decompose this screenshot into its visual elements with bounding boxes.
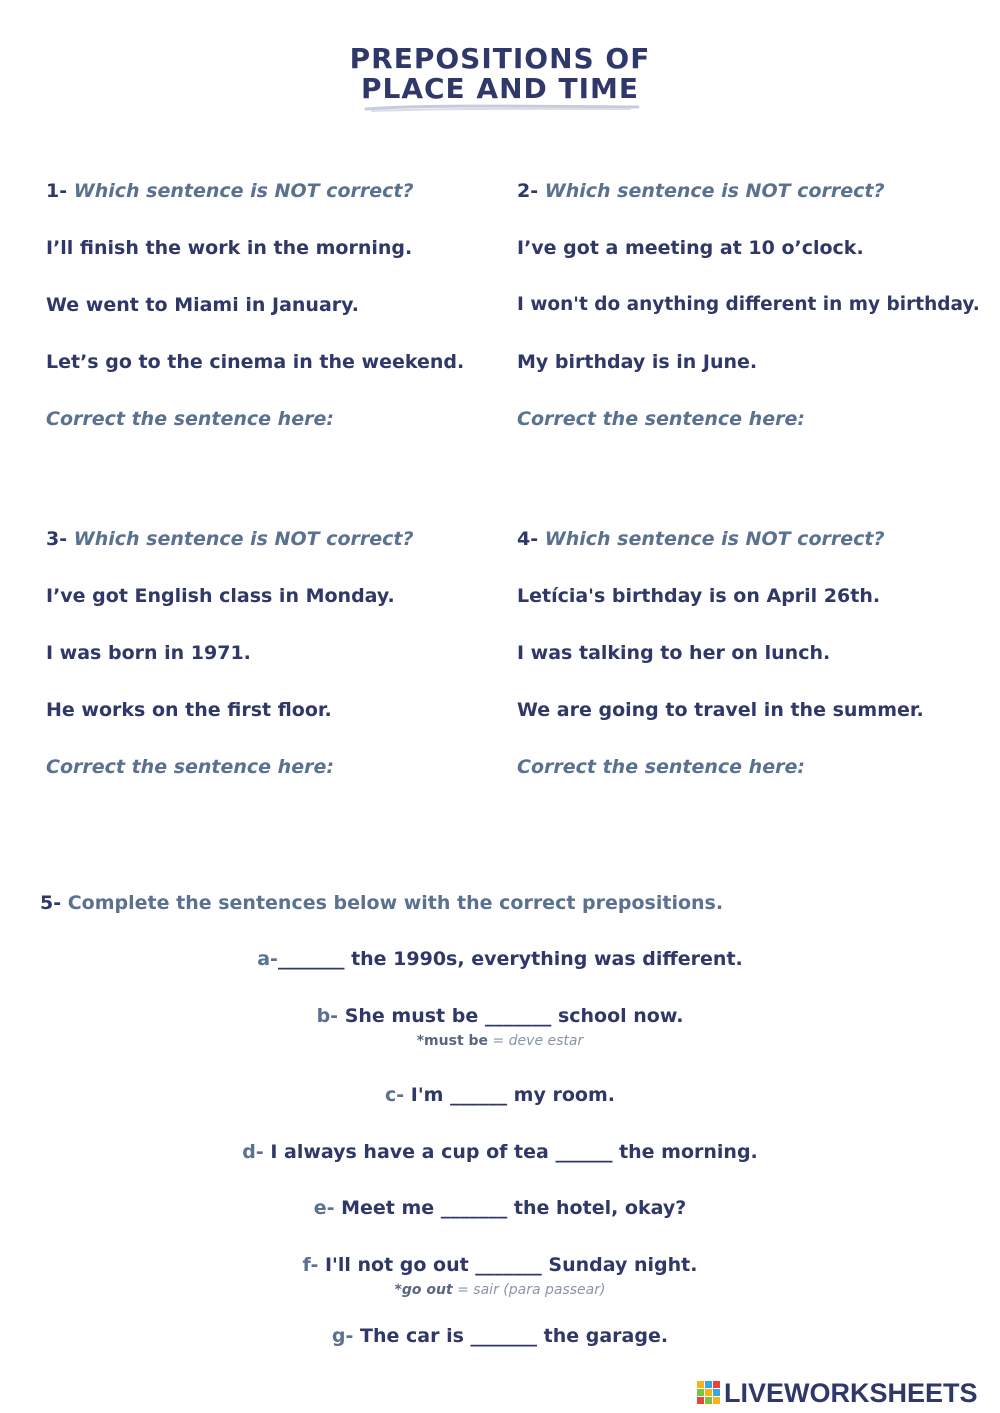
ex5-item-b[interactable] bbox=[0, 1005, 1000, 1027]
item-letter: b- bbox=[316, 1005, 339, 1027]
question-prompt: Which sentence is NOT correct? bbox=[544, 528, 885, 550]
ex5-item-d[interactable] bbox=[0, 1141, 1000, 1163]
ex5-note-b bbox=[0, 1033, 1000, 1049]
ex5-item-f[interactable] bbox=[0, 1254, 1000, 1276]
page-title bbox=[0, 44, 1000, 104]
q2-option-3[interactable]: My birthday is in June. bbox=[517, 351, 758, 373]
note-term: *go out bbox=[394, 1282, 453, 1298]
item-letter: c- bbox=[385, 1084, 405, 1106]
question-4-heading bbox=[517, 528, 885, 550]
exercise-5-heading bbox=[40, 892, 723, 914]
item-text: Meet me _______ the hotel, okay? bbox=[334, 1197, 687, 1219]
q1-option-2[interactable]: We went to Miami in January. bbox=[46, 294, 360, 316]
liveworksheets-logo-icon bbox=[697, 1381, 721, 1405]
q3-option-3[interactable]: He works on the first floor. bbox=[46, 699, 332, 721]
q4-correct-label: Correct the sentence here: bbox=[517, 756, 805, 778]
question-2-heading bbox=[517, 180, 885, 202]
item-text: I always have a cup of tea ______ the morning. bbox=[263, 1141, 758, 1163]
question-3-heading bbox=[46, 528, 414, 550]
liveworksheets-logo[interactable] bbox=[697, 1378, 978, 1408]
item-letter: d- bbox=[242, 1141, 264, 1163]
ex5-item-e[interactable] bbox=[0, 1197, 1000, 1219]
q3-option-2[interactable]: I was born in 1971. bbox=[46, 642, 251, 664]
logo-text: LIVEWORKSHEETS bbox=[724, 1377, 978, 1408]
question-number: 2- bbox=[517, 180, 539, 202]
item-letter: g- bbox=[331, 1325, 354, 1347]
q2-option-2[interactable]: I won't do anything different in my birthday. bbox=[517, 294, 980, 315]
item-text: I'm ______ my room. bbox=[404, 1084, 615, 1106]
item-letter: e- bbox=[313, 1197, 335, 1219]
question-prompt: Which sentence is NOT correct? bbox=[73, 180, 414, 202]
question-number: 3- bbox=[46, 528, 68, 550]
q4-option-3[interactable]: We are going to travel in the summer. bbox=[517, 699, 924, 721]
note-term: *must be bbox=[416, 1033, 489, 1049]
q2-option-1[interactable]: I’ve got a meeting at 10 o’clock. bbox=[517, 237, 864, 259]
item-text: The car is _______ the garage. bbox=[353, 1325, 669, 1347]
ex5-item-c[interactable] bbox=[0, 1084, 1000, 1106]
q3-correct-label: Correct the sentence here: bbox=[46, 756, 334, 778]
question-prompt: Which sentence is NOT correct? bbox=[544, 180, 885, 202]
brush-underline-icon bbox=[362, 102, 642, 114]
q4-option-2[interactable]: I was talking to her on lunch. bbox=[517, 642, 831, 664]
q1-option-3[interactable]: Let’s go to the cinema in the weekend. bbox=[46, 351, 465, 373]
q1-option-1[interactable]: I’ll finish the work in the morning. bbox=[46, 237, 413, 259]
title-line-1: PREPOSITIONS OF bbox=[349, 42, 651, 75]
item-letter: a- bbox=[257, 948, 278, 970]
item-text: _______ the 1990s, everything was different. bbox=[277, 948, 743, 970]
q3-option-1[interactable]: I’ve got English class in Monday. bbox=[46, 585, 395, 607]
question-1-heading bbox=[46, 180, 414, 202]
ex5-item-a[interactable] bbox=[0, 948, 1000, 970]
note-meaning: = deve estar bbox=[488, 1033, 584, 1049]
item-text: She must be _______ school now. bbox=[338, 1005, 684, 1027]
q4-option-1[interactable]: Letícia's birthday is on April 26th. bbox=[517, 585, 881, 607]
q2-correct-label: Correct the sentence here: bbox=[517, 408, 805, 430]
note-meaning: = sair (para passear) bbox=[452, 1282, 606, 1298]
item-letter: f- bbox=[302, 1254, 319, 1276]
exercise-instruction: Complete the sentences below with the correct prepositions. bbox=[67, 892, 724, 914]
question-number: 1- bbox=[46, 180, 68, 202]
q1-correct-label: Correct the sentence here: bbox=[46, 408, 334, 430]
ex5-note-f bbox=[0, 1282, 1000, 1298]
exercise-number: 5- bbox=[40, 892, 62, 914]
ex5-item-g[interactable] bbox=[0, 1325, 1000, 1347]
item-text: I'll not go out _______ Sunday night. bbox=[318, 1254, 698, 1276]
question-number: 4- bbox=[517, 528, 539, 550]
title-line-2: PLACE AND TIME bbox=[360, 72, 640, 105]
question-prompt: Which sentence is NOT correct? bbox=[73, 528, 414, 550]
